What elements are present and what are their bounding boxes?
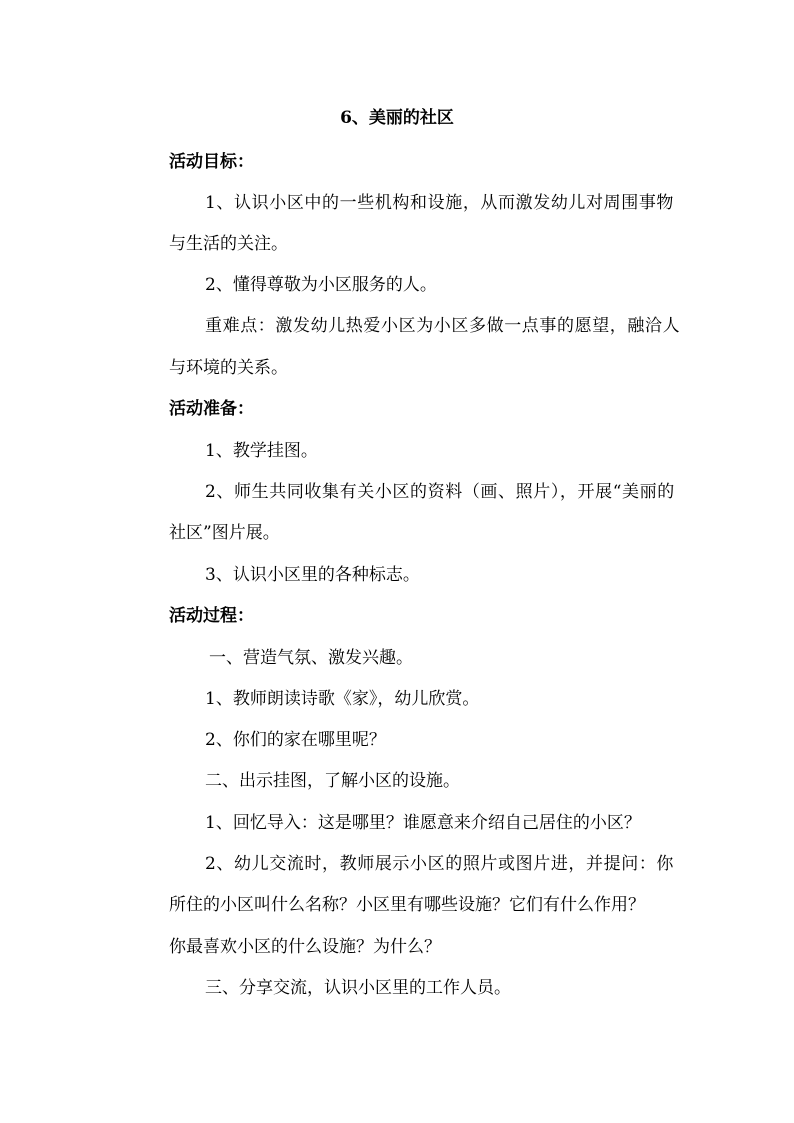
goals-heading: 活动目标：: [169, 152, 254, 172]
process-step-1-item-2: 2、你们的家在哪里呢？: [205, 730, 386, 750]
process-step-1-item-1: 1、教师朗读诗歌《家》，幼儿欣赏。: [205, 689, 480, 709]
preparation-item-2-line-1: 2、师生共同收集有关小区的资料（画、照片），开展“美丽的: [205, 482, 675, 502]
process-step-3: 三、分享交流，认识小区里的工作人员。: [205, 978, 511, 998]
preparation-item-3: 3、认识小区里的各种标志。: [205, 565, 420, 585]
process-step-2-item-2-line-2: 所住的小区叫什么名称？小区里有哪些设施？它们有什么作用？: [169, 895, 645, 915]
preparation-item-2-line-2: 社区”图片展。: [169, 523, 280, 543]
process-step-2-item-2-line-1: 2、幼儿交流时，教师展示小区的照片或图片进，并提问：你: [205, 854, 675, 874]
goals-focus-line-1: 重难点：激发幼儿热爱小区为小区多做一点事的愿望，融洽人: [205, 316, 681, 336]
process-heading: 活动过程：: [169, 606, 254, 626]
process-step-2: 二、出示挂图，了解小区的设施。: [205, 771, 460, 791]
goals-focus-line-2: 与环境的关系。: [169, 358, 288, 378]
document-title: 6、美丽的社区: [340, 108, 454, 128]
process-step-2-item-1: 1、回忆导入：这是哪里？谁愿意来介绍自己居住的小区？: [205, 813, 641, 833]
preparation-item-1: 1、教学挂图。: [205, 441, 318, 461]
goals-item-1-line-1: 1、认识小区中的一些机构和设施，从而激发幼儿对周围事物: [205, 193, 675, 213]
process-step-1: 一、营造气氛、激发兴趣。: [209, 648, 413, 668]
process-step-2-item-2-line-3: 你最喜欢小区的什么设施？为什么？: [169, 937, 441, 957]
goals-item-2: 2、懂得尊敬为小区服务的人。: [205, 275, 437, 295]
preparation-heading: 活动准备：: [169, 399, 254, 419]
goals-item-1-line-2: 与生活的关注。: [169, 234, 288, 254]
